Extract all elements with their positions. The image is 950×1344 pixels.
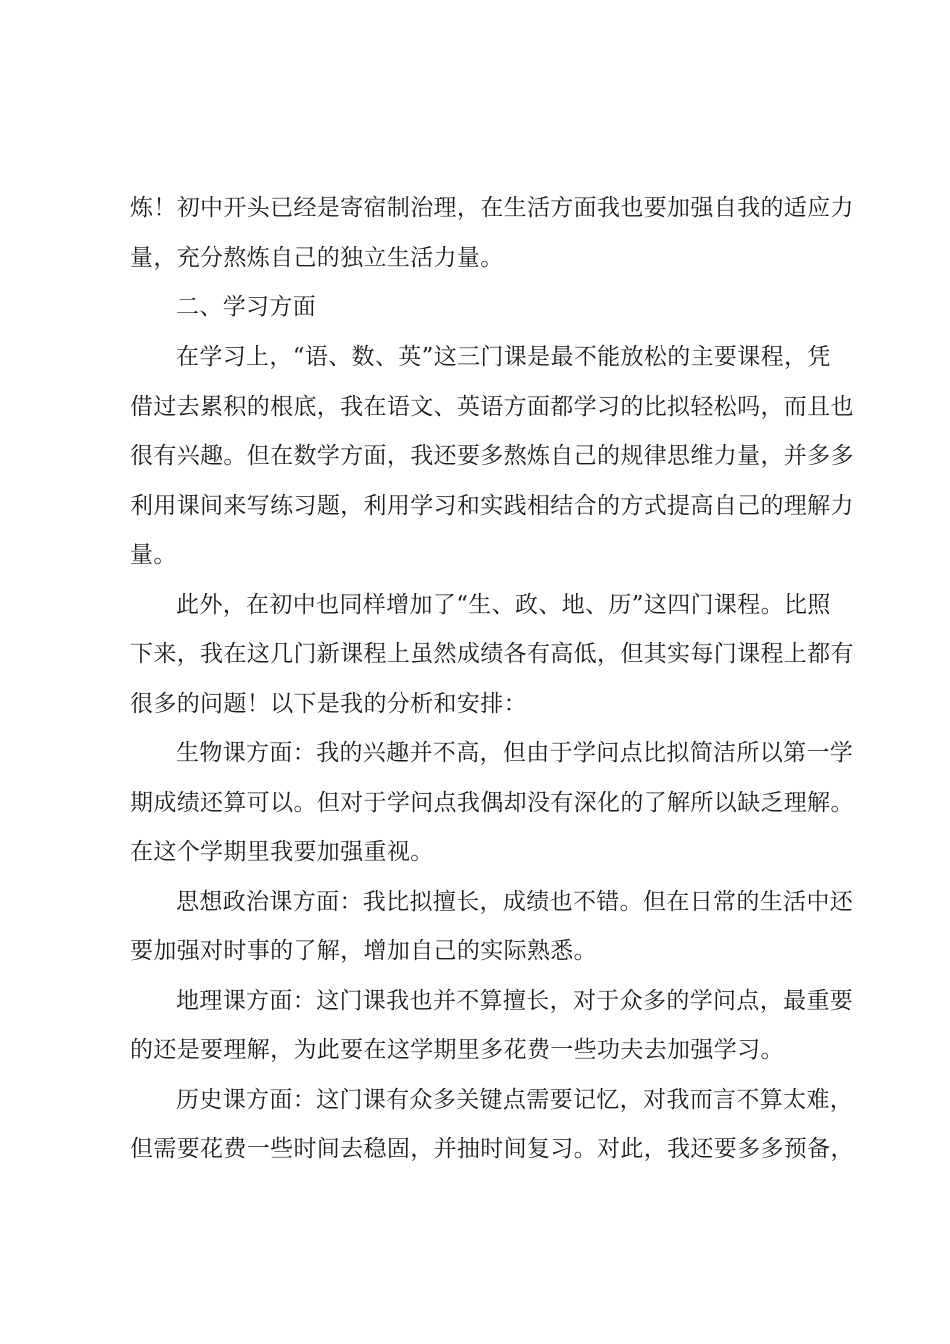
paragraph-first-line: 地理课方面：这门课我也并不算擅长，对于众多的学问点，最重要	[176, 988, 854, 1014]
text-line: 下来，我在这几门新课程上虽然成绩各有高低，但其实每门课程上都有	[130, 641, 854, 667]
text-line: 借过去累积的根底，我在语文、英语方面都学习的比拟轻松吗，而且也	[130, 394, 854, 420]
text-line: 很有兴趣。但在数学方面，我还要多熬炼自己的规律思维力量，并多多	[130, 443, 854, 469]
paragraph-first-line: 历史课方面：这门课有众多关键点需要记忆，对我而言不算太难，	[176, 1087, 854, 1113]
paragraph-first-line: 思想政治课方面：我比拟擅长，成绩也不错。但在日常的生活中还	[176, 889, 854, 915]
text-line: 利用课间来写练习题，利用学习和实践相结合的方式提高自己的理解力	[130, 493, 854, 519]
text-line: 量，充分熬炼自己的独立生活力量。	[130, 245, 504, 271]
section-heading: 二、学习方面	[176, 294, 317, 320]
text-line: 但需要花费一些时间去稳固，并抽时间复习。对此，我还要多多预备，	[130, 1136, 854, 1162]
text-line: 的还是要理解，为此要在这学期里多花费一些功夫去加强学习。	[130, 1037, 784, 1063]
text-line: 量。	[130, 542, 177, 568]
text-line: 炼！初中开头已经是寄宿制治理，在生活方面我也要加强自我的适应力	[130, 195, 854, 221]
paragraph-first-line: 此外，在初中也同样增加了“生、政、地、历”这四门课程。比照	[176, 592, 831, 618]
paragraph-first-line: 在学习上，“语、数、英”这三门课是最不能放松的主要课程，凭	[176, 344, 831, 370]
text-line: 期成绩还算可以。但对于学问点我偶却没有深化的了解所以缺乏理解。	[130, 790, 854, 816]
text-line: 很多的问题！以下是我的分析和安排：	[130, 691, 527, 717]
paragraph-first-line: 生物课方面：我的兴趣并不高，但由于学问点比拟简洁所以第一学	[176, 740, 854, 766]
text-line: 在这个学期里我要加强重视。	[130, 839, 434, 865]
text-line: 要加强对时事的了解，增加自己的实际熟悉。	[130, 938, 597, 964]
